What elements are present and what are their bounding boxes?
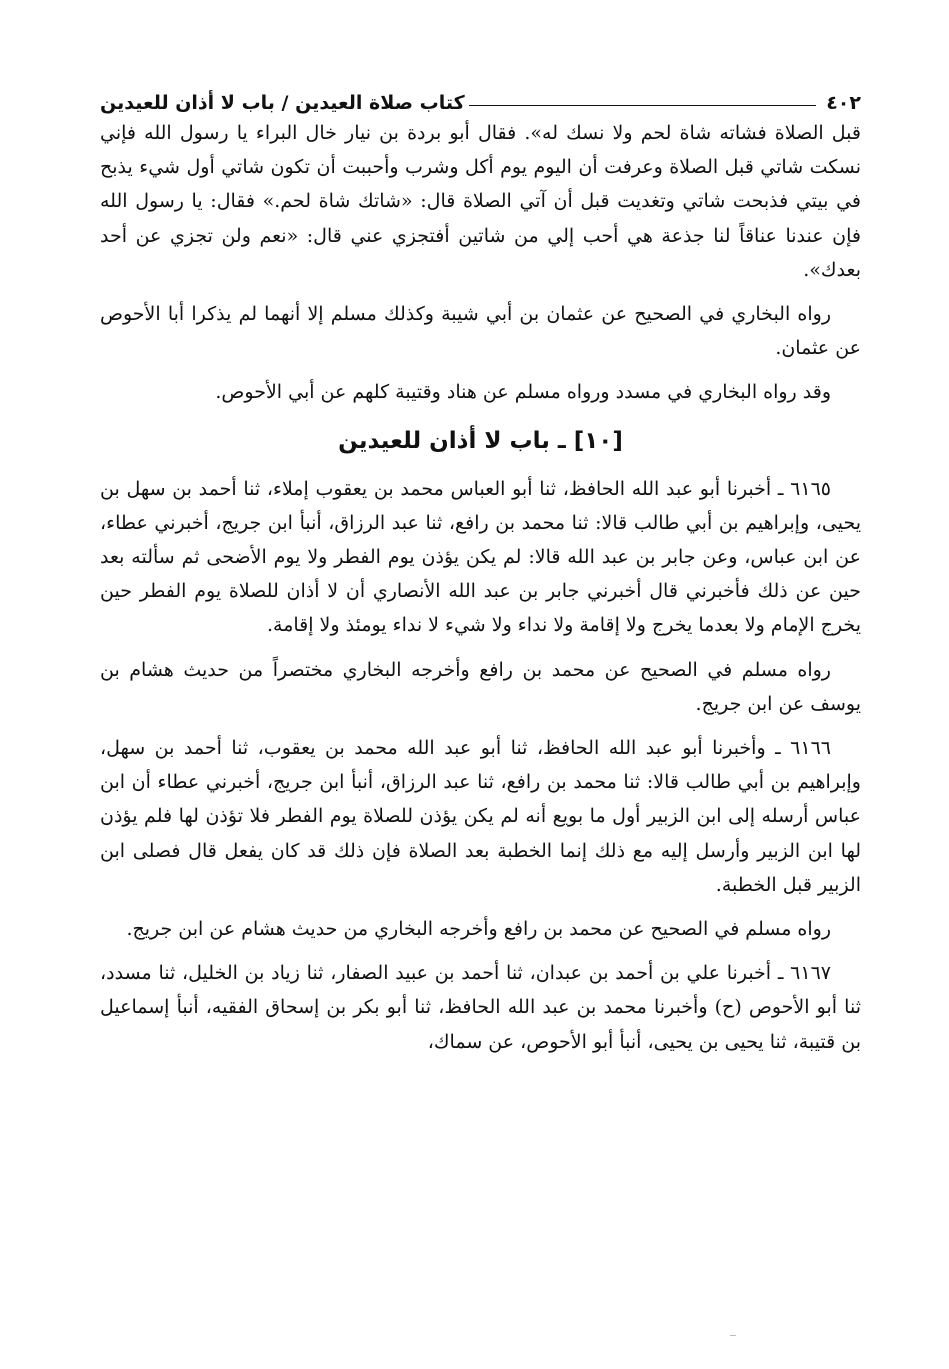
header-rule [469, 105, 817, 106]
paragraph-takhrij: رواه البخاري في الصحيح عن عثمان بن أبي شيبة وكذلك مسلم إلا أنهما لم يذكرا أبا الأحوص عن عثمان. [100, 303, 861, 360]
paragraph-takhrij: رواه مسلم في الصحيح عن محمد بن رافع وأخرجه البخاري مختصراً من حديث هشام بن يوسف عن ابن جريج. [100, 658, 861, 715]
paragraph-takhrij: وقد رواه البخاري في مسدد ورواه مسلم عن هناد وقتيبة كلهم عن أبي الأحوص. [215, 381, 831, 404]
page-header [100, 74, 861, 114]
paragraph-hadith-6167: ٦١٦٧ ـ أخبرنا علي بن أحمد بن عبدان، ثنا أحمد بن عبيد الصفار، ثنا زياد بن الخليل، ثنا مسدد، ثنا أبو الأحوص (ح) وأخبرنا محمد بن عبد الله الحافظ، ثنا أبو بكر بن إسحاق الفقيه، أنبأ إسماعيل بن قتيبة، ثنا يحيى بن يحيى، أنبأ أبو الأحوص، عن سماك، [100, 962, 861, 1053]
paragraph-takhrij: رواه مسلم في الصحيح عن محمد بن رافع وأخرجه البخاري من حديث هشام عن ابن جريج. [126, 918, 831, 941]
paragraph-hadith-6165: ٦١٦٥ ـ أخبرنا أبو عبد الله الحافظ، ثنا أبو العباس محمد بن يعقوب إملاء، ثنا أحمد بن سهل بن يحيى، وإبراهيم بن أبي طالب قالا: ثنا محمد بن رافع، ثنا عبد الرزاق، أنبأ ابن جريج، أخبرني عطاء، عن ابن عباس، وعن جابر بن عبد الله قالا: لم يكن يؤذن يوم الفطر ولا يوم الأضحى ثم سألته بعد حين عن ذلك فأخبرني قال أخبرني جابر بن عبد الله الأنصاري أن لا أذان للصلاة يوم الفطر حين يخرج الإمام ولا بعدما يخرج ولا إقامة ولا نداء ولا شيء لا نداء يومئذ ولا إقامة. [100, 477, 861, 637]
scan-mark [730, 1335, 736, 1336]
section-heading: [١٠] ـ باب لا أذان للعيدين [338, 427, 623, 454]
page-number: ٤٠٢ [826, 92, 861, 114]
document-page [100, 74, 861, 1069]
paragraph-hadith-6166: ٦١٦٦ ـ وأخبرنا أبو عبد الله الحافظ، ثنا أبو عبد الله محمد بن يعقوب، ثنا أحمد بن سهل، وإبراهيم بن أبي طالب قالا: ثنا محمد بن رافع، ثنا عبد الرزاق، أنبأ ابن جريج، أخبرني عطاء أن ابن عباس أرسله إلى ابن الزبير أول ما بويع أنه لم يكن يؤذن للصلاة يوم الفطر فلا تؤذن لها فلم يؤذن لها ابن الزبير وأرسل إليه مع ذلك إنما الخطبة بعد الصلاة فإن ذلك قد كان يفعل قال فصلى ابن الزبير قبل الخطبة. [100, 737, 861, 896]
running-title: كتاب صلاة العيدين / باب لا أذان للعيدين [100, 92, 465, 114]
paragraph-continuation: قبل الصلاة فشاته شاة لحم ولا نسك له». فقال أبو بردة بن نيار خال البراء يا رسول الله فإني نسكت شاتي قبل الصلاة وعرفت أن اليوم يوم أكل وشرب وأحببت أن تكون شاتي أول شيء يذبح في بيتي فذبحت شاتي وتغديت قبل أن آتي الصلاة قال: «شاتك شاة لحم.» فقال: يا رسول الله فإن عندنا عناقاً لنا جذعة هي أحب إلي من شاتين أفتجزي عني قال: «نعم ولن تجزي عن أحد بعدك». [100, 122, 861, 281]
